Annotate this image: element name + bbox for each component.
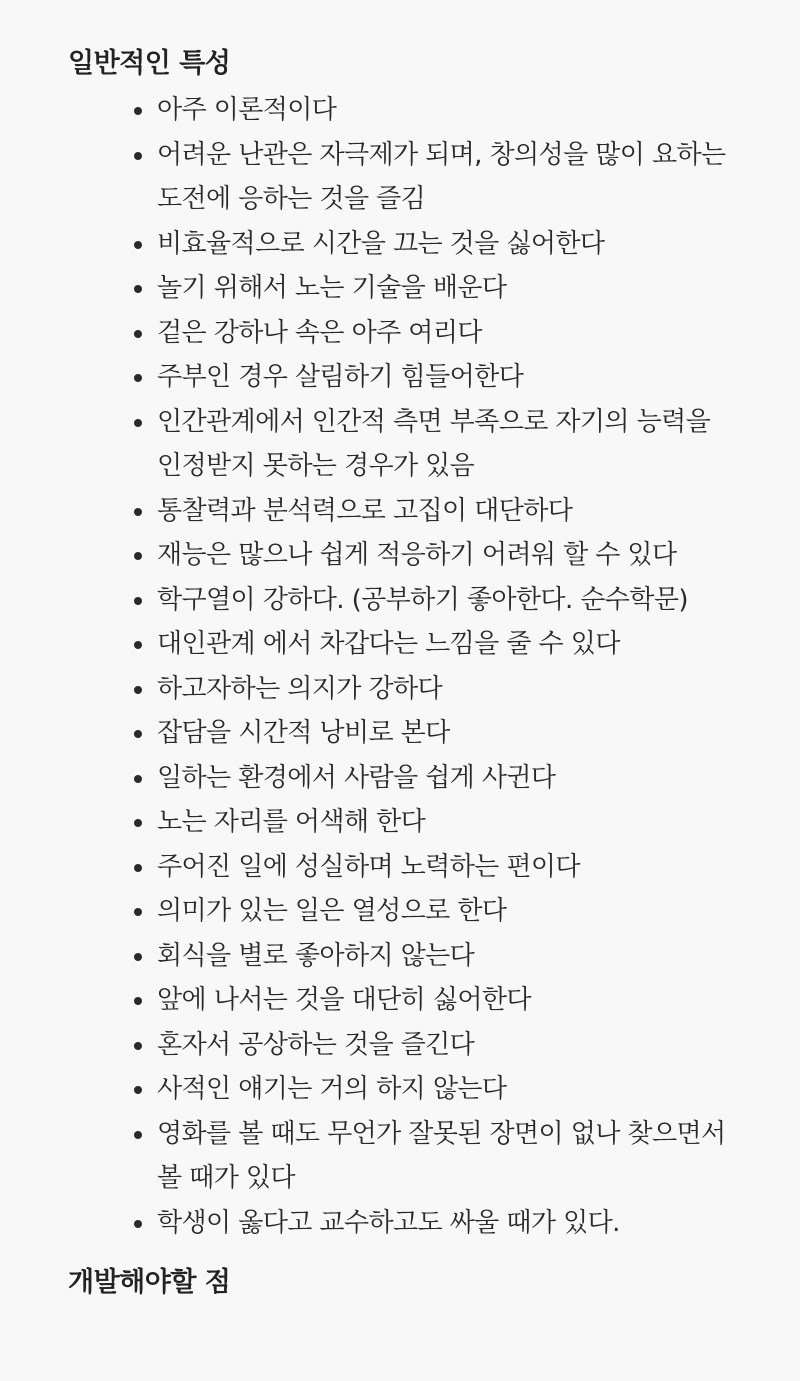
bullet-icon <box>134 641 142 649</box>
list-item-text: 학생이 옳다고 교수하고도 싸울 때가 있다. <box>157 1207 620 1238</box>
list-item-text: 회식을 별로 좋아하지 않는다 <box>157 940 475 971</box>
list-item <box>157 1067 727 1112</box>
list-item <box>157 400 727 489</box>
bullet-icon <box>134 864 142 872</box>
list-item <box>157 133 727 222</box>
bullet-icon <box>134 1042 142 1050</box>
list-item <box>157 489 727 534</box>
bullet-icon <box>134 997 142 1005</box>
bullet-icon <box>134 241 142 249</box>
list-item <box>157 622 727 667</box>
list-item-text: 주어진 일에 성실하며 노력하는 편이다 <box>157 851 580 882</box>
section-title-development-points: 개발해야할 점 <box>68 1267 231 1298</box>
list-item-text: 인간관계에서 인간적 측면 부족으로 자기의 능력을 인정받지 못하는 경우가 있음 <box>157 406 711 481</box>
bullet-icon <box>134 374 142 382</box>
bullet-icon <box>134 508 142 516</box>
list-item-text: 일하는 환경에서 사람을 쉽게 사귄다 <box>157 762 556 793</box>
list-item-text: 겉은 강하나 속은 아주 여리다 <box>157 317 482 348</box>
bullet-icon <box>134 152 142 160</box>
bullet-icon <box>134 419 142 427</box>
bullet-icon <box>134 908 142 916</box>
list-item-text: 하고자하는 의지가 강하다 <box>157 673 443 704</box>
bullet-icon <box>134 1220 142 1228</box>
bullet-icon <box>134 819 142 827</box>
list-item <box>157 667 727 712</box>
list-item <box>157 266 727 311</box>
list-item-text: 사적인 얘기는 거의 하지 않는다 <box>157 1074 507 1104</box>
list-item <box>157 1201 727 1246</box>
list-item <box>157 311 727 356</box>
bullet-icon <box>134 330 142 338</box>
list-item <box>157 578 727 623</box>
list-item <box>157 88 727 133</box>
list-item <box>157 800 727 845</box>
list-item-text: 의미가 있는 일은 열성으로 한다 <box>157 896 507 926</box>
list-item <box>157 934 727 979</box>
bullet-icon <box>134 597 142 605</box>
list-item-text: 아주 이론적이다 <box>157 95 337 125</box>
list-item-text: 놀기 위해서 노는 기술을 배운다 <box>157 273 507 303</box>
list-item <box>157 1023 727 1068</box>
list-item-text: 학구열이 강하다. (공부하기 좋아한다. 순수학문) <box>157 584 688 615</box>
bullet-icon <box>134 686 142 694</box>
list-item-text: 노는 자리를 어색해 한다 <box>157 807 426 837</box>
list-item <box>157 1112 727 1201</box>
list-item <box>157 889 727 934</box>
bullet-icon <box>134 285 142 293</box>
list-item <box>157 756 727 801</box>
bullet-icon <box>134 1086 142 1094</box>
list-item-text: 비효율적으로 시간을 끄는 것을 싫어한다 <box>157 228 605 259</box>
list-item-text: 어려운 난관은 자극제가 되며, 창의성을 많이 요하는 도전에 응하는 것을 즐김 <box>157 139 726 214</box>
bullet-icon <box>134 107 142 115</box>
list-item-text: 재능은 많으나 쉽게 적응하기 어려워 할 수 있다 <box>157 540 677 570</box>
list-item-text: 통찰력과 분석력으로 고집이 대단하다 <box>157 495 573 526</box>
list-item-text: 앞에 나서는 것을 대단히 싫어한다 <box>157 985 531 1015</box>
list-item <box>157 978 727 1023</box>
bullet-icon <box>134 1131 142 1139</box>
list-item <box>157 222 727 267</box>
bullet-icon <box>134 552 142 560</box>
bullet-icon <box>134 775 142 783</box>
list-item <box>157 711 727 756</box>
list-item <box>157 533 727 578</box>
list-item <box>157 355 727 400</box>
list-item-text: 잡담을 시간적 낭비로 본다 <box>157 718 450 748</box>
bullet-icon <box>134 953 142 961</box>
bullet-icon <box>134 730 142 738</box>
list-item-text: 영화를 볼 때도 무언가 잘못된 장면이 없나 찾으면서 볼 때가 있다 <box>157 1118 726 1193</box>
list-item-text: 주부인 경우 살림하기 힘들어한다 <box>157 362 524 392</box>
list-item <box>157 845 727 890</box>
list-item-text: 대인관계 에서 차갑다는 느낌을 줄 수 있다 <box>157 629 620 659</box>
list-item-text: 혼자서 공상하는 것을 즐긴다 <box>157 1029 475 1060</box>
section-title-general-traits: 일반적인 특성 <box>68 48 231 79</box>
trait-list <box>0 88 800 1245</box>
